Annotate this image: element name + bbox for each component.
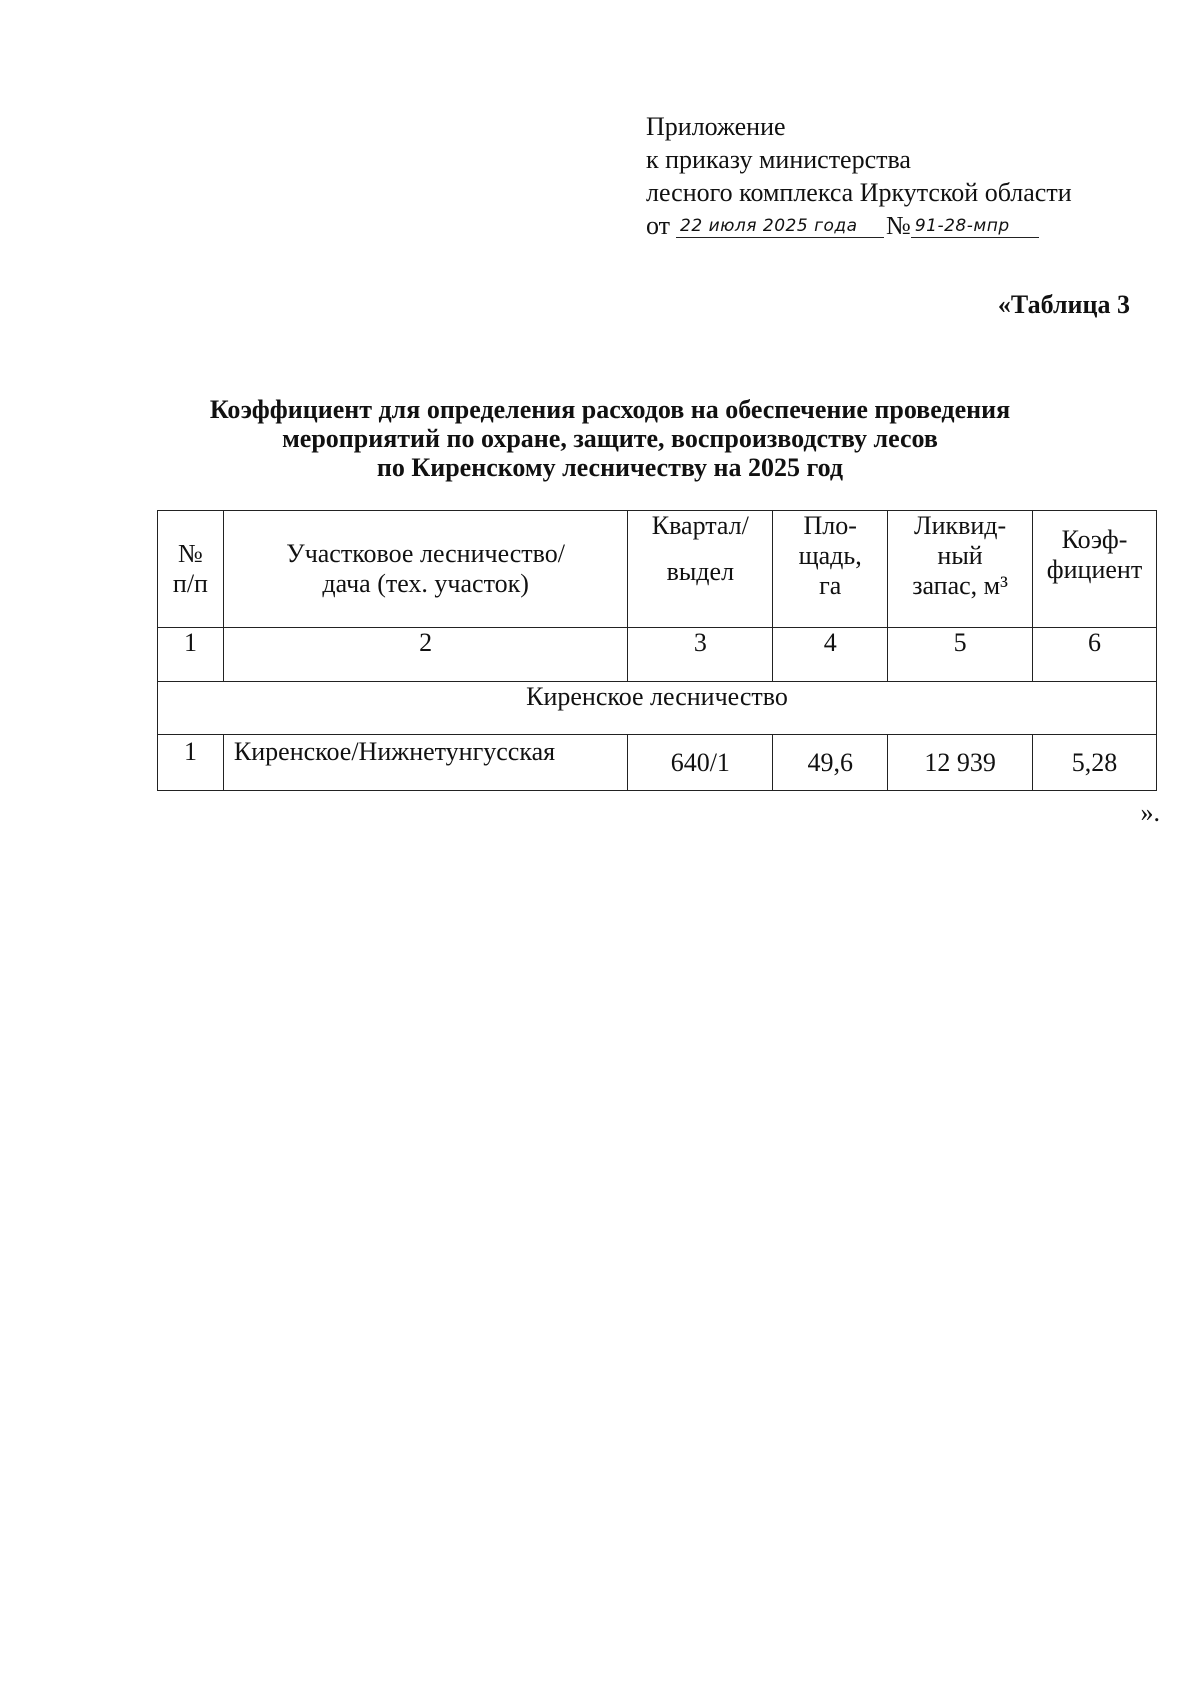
header-stock-line-1: Ликвид- [913,511,1007,540]
row-stock: 12 939 [888,735,1033,791]
column-number: 5 [888,628,1033,682]
header-name-line-2: дача (тех. участок) [322,569,529,598]
appendix-line-1: Приложение [646,112,786,141]
header-stock [888,511,1033,628]
handwritten-order-number: 91-28-мпр [911,216,1039,238]
header-coef-line-2: фициент [1046,555,1143,584]
closing-quote: ». [1140,798,1160,827]
header-coef-line-1: Коэф- [1061,525,1128,554]
appendix-line-3: лесного комплекса Иркутской области [646,178,1072,207]
title-line-3: по Киренскому лесничеству на 2025 год [376,453,844,482]
number-sign: № [886,211,911,240]
header-area-line-2: щадь, [798,541,862,570]
column-number: 3 [628,628,773,682]
header-num [158,511,224,628]
title-line-1: Коэффициент для определения расходов на обеспечение проведения [209,395,1011,424]
column-number: 1 [158,628,224,682]
appendix-block [646,110,1072,242]
header-stock-line-3: запас, м³ [912,571,1008,600]
header-coefficient [1033,511,1157,628]
appendix-line-2: к приказу министерства [646,145,911,174]
coefficient-table [157,510,1157,791]
row-num: 1 [158,735,224,791]
header-forestry-dacha [223,511,627,628]
header-quarter [628,511,773,628]
header-num-line-2: п/п [172,569,208,598]
header-stock-line-2: ный [937,541,983,570]
header-num-line-1: № [178,539,203,568]
header-area-line-3: га [819,571,842,600]
group-row [158,682,1157,735]
table-row [158,735,1157,791]
header-area-line-1: Пло- [803,511,857,540]
from-label: от [646,211,671,240]
title-line-2: мероприятий по охране, защите, воспроизводству лесов [282,424,938,453]
header-quarter-line-2: выдел [666,557,735,586]
group-label: Киренское лесничество [158,682,1157,735]
order-date-number-line [646,209,1072,242]
row-quarter: 640/1 [628,735,773,791]
header-quarter-line-1: Квартал/ [651,511,749,540]
row-area: 49,6 [773,735,888,791]
column-number-row [158,628,1157,682]
column-number: 4 [773,628,888,682]
column-number: 6 [1033,628,1157,682]
row-name: Киренское/Нижнетунгусская [223,735,627,791]
column-number: 2 [223,628,627,682]
document-title [180,395,1040,482]
table-header-row [158,511,1157,628]
table-tag: «Таблица 3 [997,290,1130,319]
row-coefficient: 5,28 [1033,735,1157,791]
handwritten-order-date: 22 июля 2025 года [676,216,884,238]
header-area [773,511,888,628]
header-name-line-1: Участковое лесничество/ [286,539,565,568]
